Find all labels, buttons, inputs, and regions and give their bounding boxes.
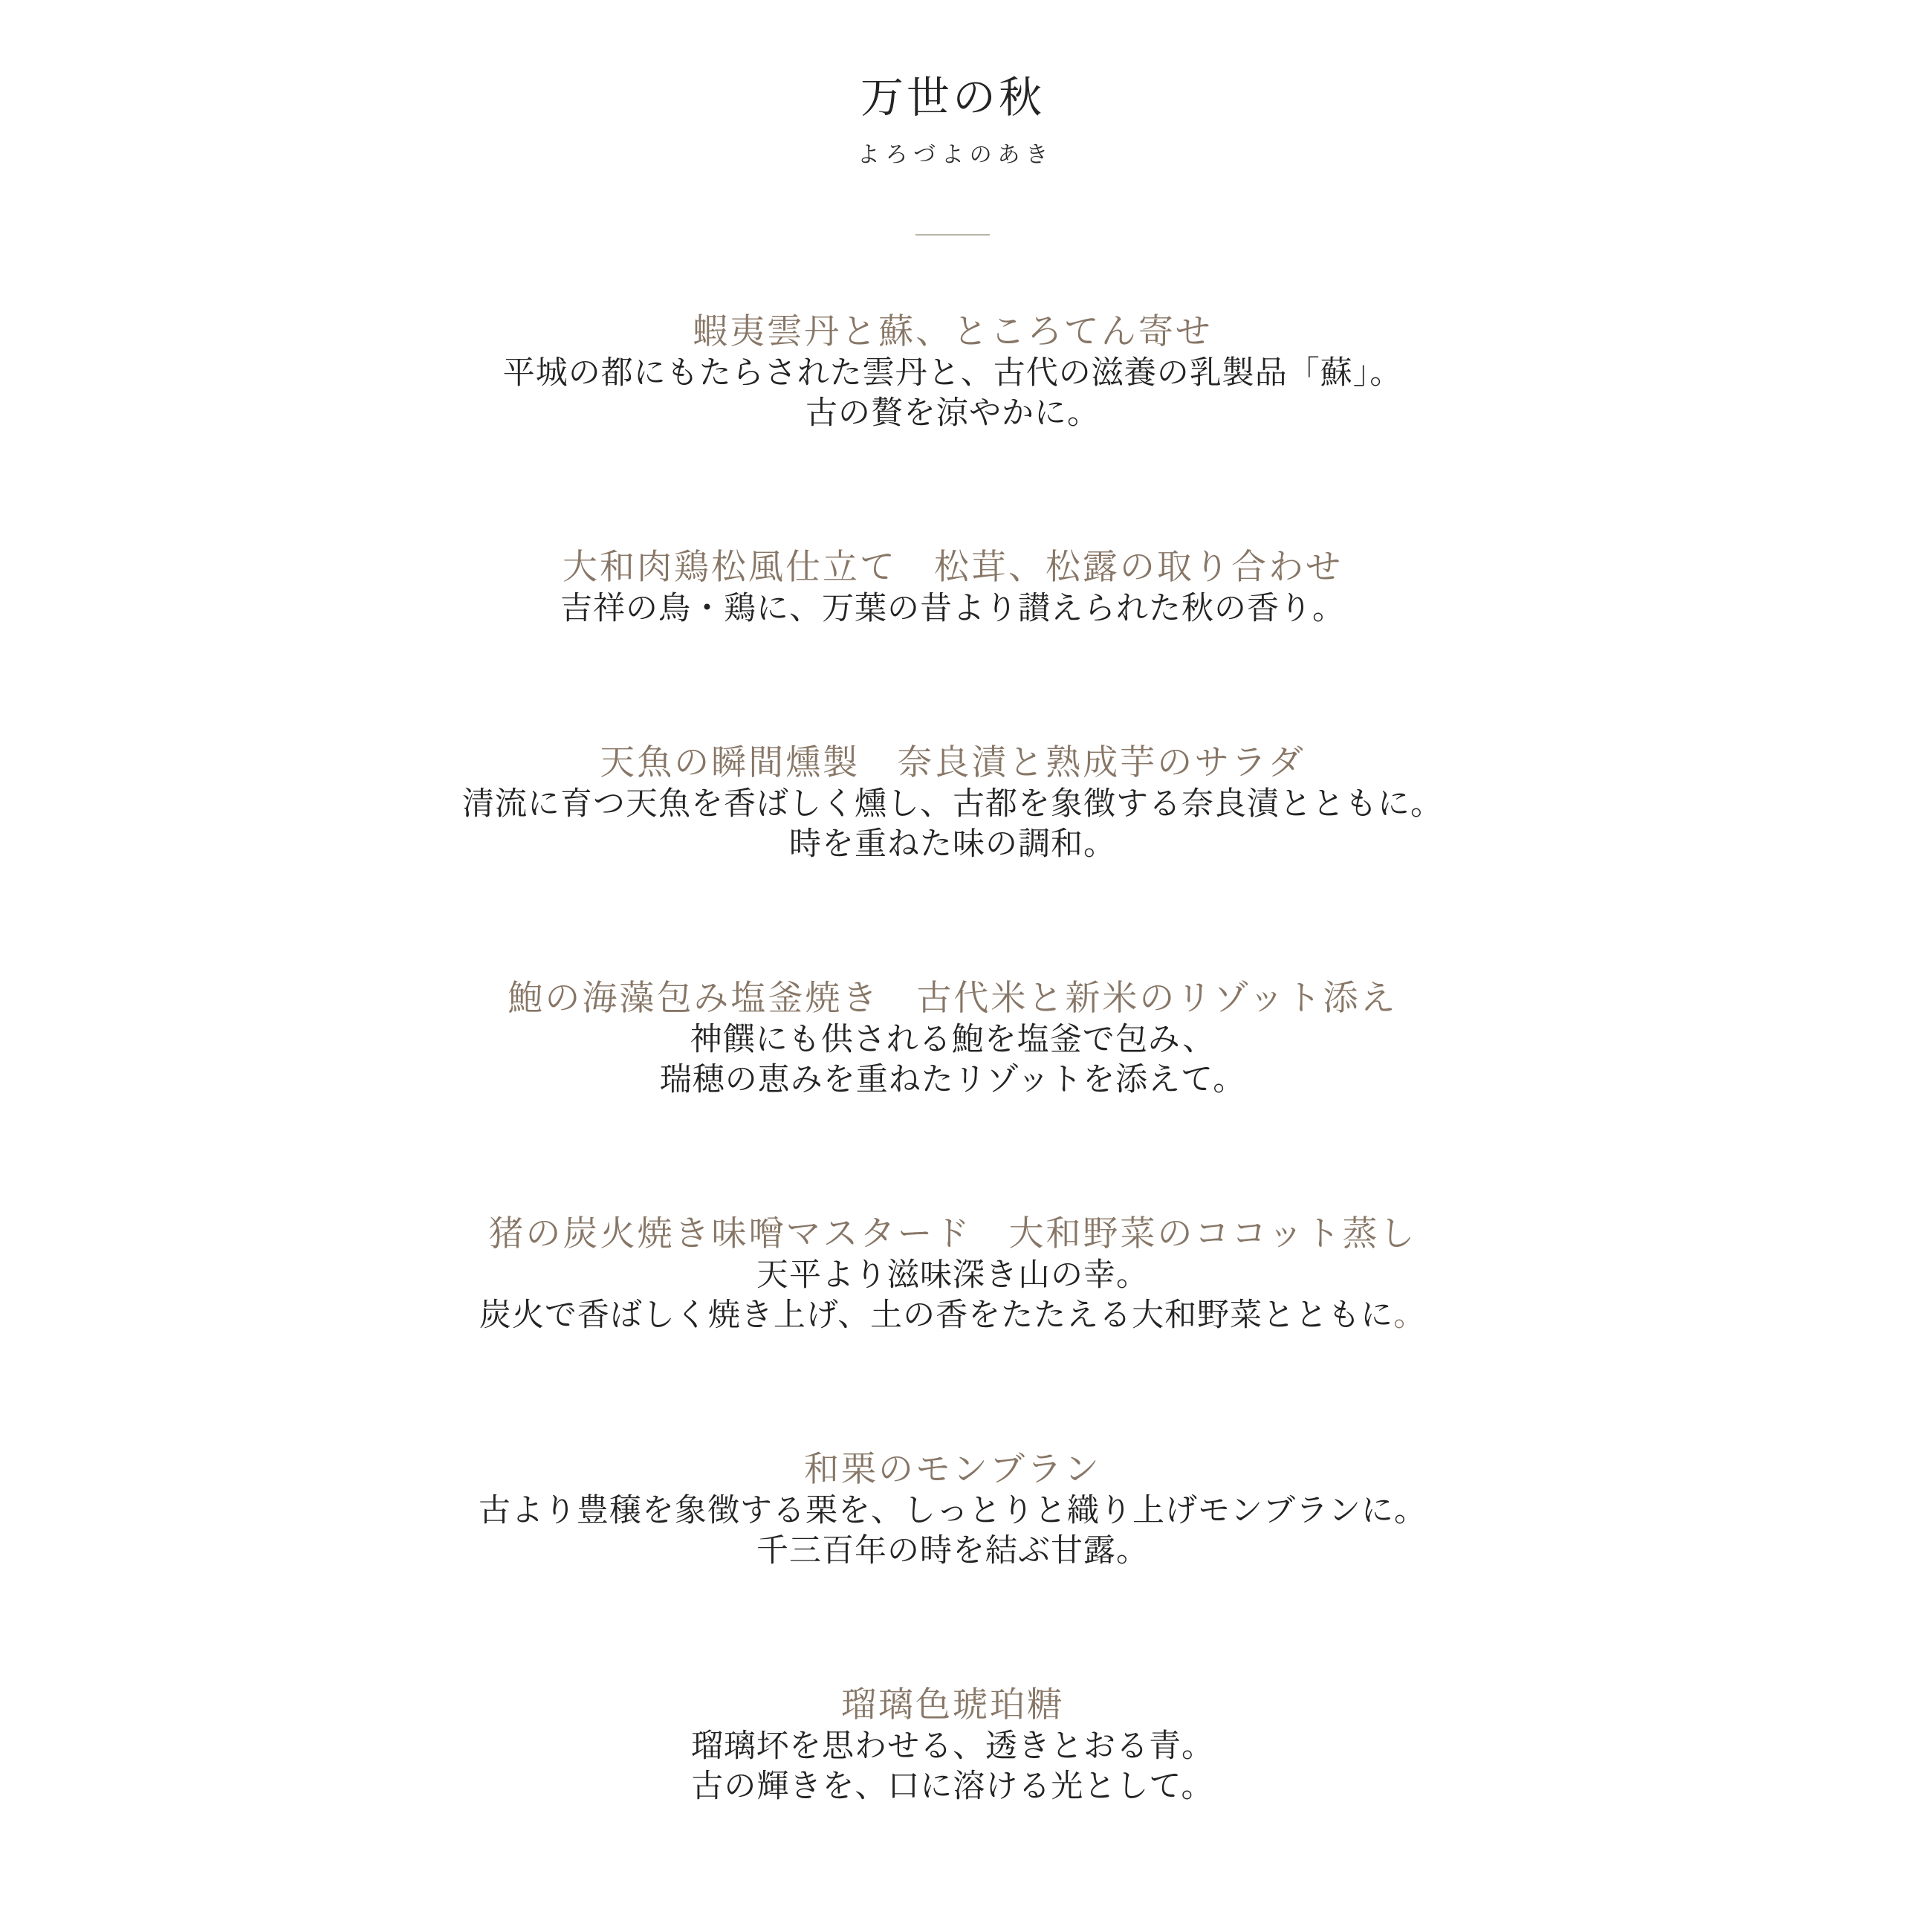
dish-description-line: 炭火で香ばしく焼き上げ、土の香をたたえる大和野菜とともに。 <box>479 1297 1427 1333</box>
dish-description-line: 古より豊穣を象徴する栗を、しっとりと織り上げモンブランに。 <box>479 1493 1427 1529</box>
dish-description-line: 天平より滋味深き山の幸。 <box>756 1257 1149 1293</box>
divider-rule <box>915 234 990 236</box>
dish-description-line: 平城の都にもたらされた雲丹と、古代の滋養の乳製品「蘇」。 <box>502 355 1403 391</box>
menu-title: 万世の秋 <box>860 74 1045 122</box>
menu-list <box>0 311 1905 1807</box>
menu-item <box>0 742 1905 865</box>
menu-item <box>0 978 1905 1100</box>
dish-description-line: 吉祥の鳥・鶏に、万葉の昔より讃えられた秋の香り。 <box>560 591 1345 626</box>
dish-description-line: 瑞穂の恵みを重ねたリゾットを添えて。 <box>659 1062 1246 1098</box>
dish-name: 瑠璃色琥珀糖 <box>841 1685 1064 1725</box>
dish-description-line: 清流に育つ天魚を香ばしく燻し、古都を象徴する奈良漬とともに。 <box>462 786 1443 822</box>
dish-description-line: 古の贅を涼やかに。 <box>805 395 1100 431</box>
menu-item <box>0 547 1905 629</box>
dish-name: 猪の炭火焼き味噌マスタード 大和野菜のココット蒸し <box>488 1214 1417 1254</box>
dish-name: 蝦夷雲丹と蘇、ところてん寄せ <box>693 312 1213 351</box>
menu-item <box>0 1213 1905 1336</box>
dish-name: 和栗のモンブラン <box>804 1450 1101 1489</box>
menu-item <box>0 1449 1905 1572</box>
accent-period: 。 <box>1393 1297 1427 1333</box>
menu-item <box>0 311 1905 434</box>
menu-subtitle: よろづよのあき <box>857 142 1054 167</box>
dish-description-line: 瑠璃坏を思わせる、透きとおる青。 <box>691 1728 1214 1764</box>
dish-name: 鮑の海藻包み塩釜焼き 古代米と新米のリゾット添え <box>508 979 1398 1018</box>
dish-description-line: 神饌にも供される鮑を塩釜で包み、 <box>690 1022 1216 1057</box>
dish-name: 天魚の瞬間燻製 奈良漬と熟成芋のサラダ <box>600 743 1306 782</box>
dish-description-line: 古の輝きを、口に溶ける光として。 <box>691 1769 1214 1804</box>
dish-description-line: 千三百年の時を結ぶ甘露。 <box>756 1533 1149 1569</box>
menu-item <box>0 1685 1905 1807</box>
dish-description-line: 時を重ねた味の調和。 <box>789 826 1116 862</box>
dish-name: 大和肉鶏松風仕立て 松茸、松露の取り合わせ <box>563 548 1343 587</box>
